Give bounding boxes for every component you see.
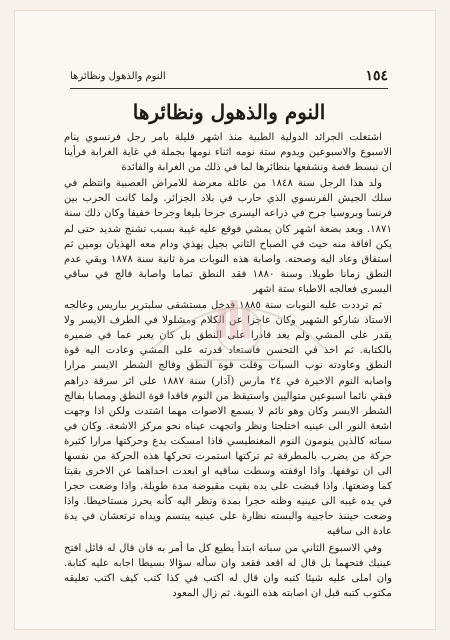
page-header <box>70 64 388 89</box>
page-number: ١٥٤ <box>365 68 388 84</box>
paragraph: ولد هذا الرجل سنة ١٨٤٨ من عائلة معرضة للامراض العصبية وانتظم في سلك الجيش الفرنسوي الذي حارب في بلاد الجزائر. ولما كانت الحرب بين فرنسا وبروسيا جرح في ذراعه اليسرى جرحا بليغا وجرحا خفيفا وكان ذلك سنة ١٨٧١. وبعد بضعة اشهر كان يمشي فوقع عليه غيبة بسبب تشنج شديد حتى لم يكن افاقة منه حيث في الصباح الثاني بجيل يهذي ودام معه الهذيان بومين ثم استفاق وعاد اليه وصحته. واصابة هذه النوبات مرة ثانية سنة ١٨٧٨ وبقي عدم النطق زمانا طويلا. وسنة ١٨٨٠ فقد النطق تماما واصابة فالج في ساقي اليسرى فعالجه الاطباء ستة اشهر <box>64 178 392 295</box>
running-title: النوم والذهول ونظائرها <box>70 70 166 82</box>
paragraph: وفي الاسبوع الثاني من سباته ابتدأ يطيع كل ما أمر به فان قال له قائل افتح عينيك فتحهما بل قال له اقعد فقعد وان سأله سؤالا بسيطا اجابه عليه كتابة. وان املى عليه شيئا كتبه وان قال له اكتب في كذا كتب كيف اكتب تعليقه مكتوب كتبه قبل ان اصابته هذه النوبة. ثم زال المعود <box>64 542 392 599</box>
paragraph: اشتغلت الجرائد الدولية الطبية منذ اشهر قليلة بامر رجل فرنسوي ينام الاسبوع والاسبوعين ويدوم ستة نومه اثناء نومها بجملة في غاية الغرابة فرأينا ان نبسط قصة ونشفعها بنظائرها لما في ذلك من الغرابة والفائدة <box>64 132 392 174</box>
article-title: النوم والذهول ونظائرها <box>132 100 326 124</box>
article-body <box>64 130 392 602</box>
book-page <box>14 10 436 630</box>
paragraph: ثم ترددت عليه النوبات سنة ١٨٨٥ فدخل مستشفى سلبترير بباريس وعالجه الاستاذ شاركو الشهير وكان عاجزا عن الكلام ومشلولا في الطرف الايسر ولا يقدر على المشي ولم يعد قادرا على النطق بل كان يعبر عما في ضميره بالكتابة. ثم اخذ في التحسن فاستعاد قدرته على المشي وعادت اليه قوة النطق وعاودته نوب السبات وقلت قوة النطق وفالج الشطر الايسر مرارا واصابه النوم الاخيرة في ٢٤ مارس (آذار) سنة ١٨٨٧ على اثر سرقة دراهم فبقي نائما اسبوعين متواليين واستيقظ من النوم فاقدا قوة النطق ومصابا بفالج الشطر الايسر وكان وهو نائم لا يسمع الاصوات مهما اشتدت ولكن اذا وجهت اشعة النور الى عينيه اختلجتا ونظر واتجهت عيناه نحو مركز الاشعة. وكان في سباته كالذين ينومون النوم المغنطيسي فاذا امسكت يدع وحركتها مرارا كثيرة حركة من يضرب بالمطرقة ثم تركتها استمرت تحركها هذه الحركة من نفسها الى ان توقفها. واذا اوقفته وسطت ساقيه او ابعدت احداهما عن الاخرى بقيتا كما وضعتها. واذا قبضت على يده بقيت مقبوضة مدة طويلة. واذا وضعت حجرا في يده غيبه الى عينيه وظنه حجرا بمدة ونظر اليه كأنه يحرز مستاخيطا. واذا وضعت حيننذ حاجبيه والبسته نظارة على عينيه يبتسم ويداه ترتعشان في يدة عادة الى ساقيه <box>64 300 392 538</box>
